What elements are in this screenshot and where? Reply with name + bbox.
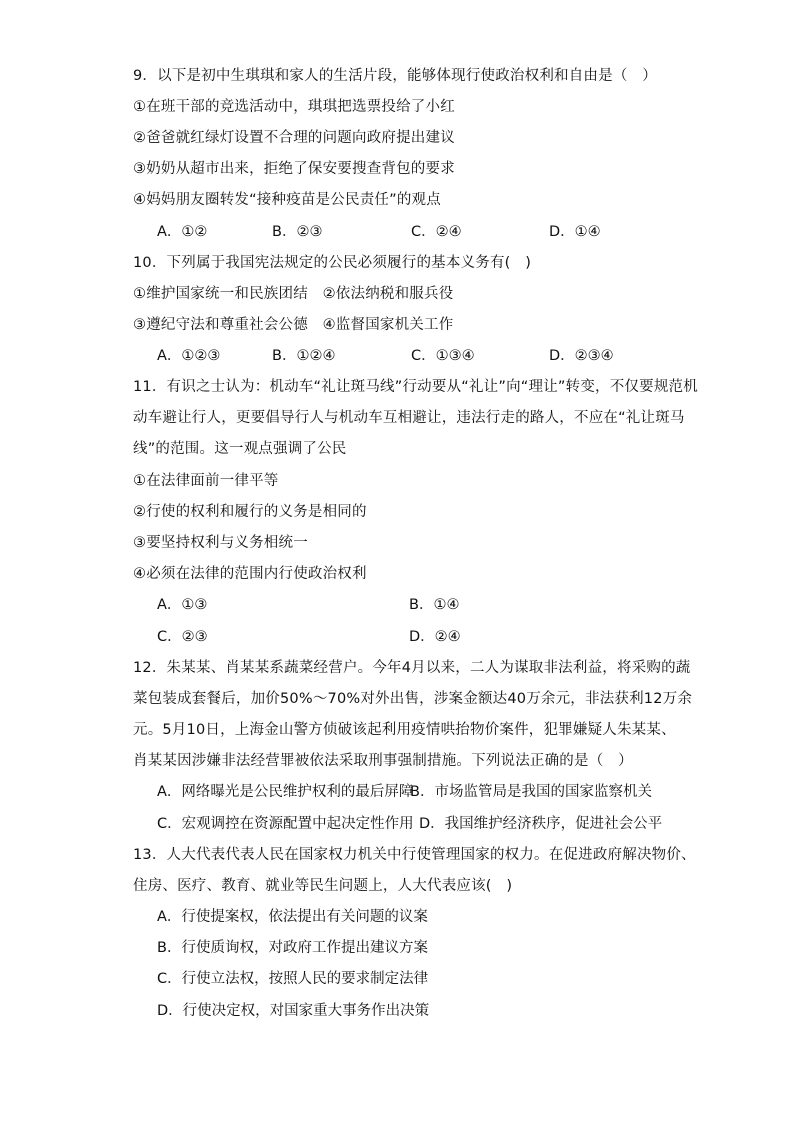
q9-option-d: D．①④ xyxy=(549,224,601,240)
q10-item-2: ③遵纪守法和尊重社会公德 ④监督国家机关工作 xyxy=(133,317,454,333)
q13-option-d: D．行使决定权，对国家重大事务作出决策 xyxy=(157,1003,430,1019)
q9-item-2: ②爸爸就红绿灯设置不合理的问题向政府提出建议 xyxy=(133,130,455,146)
q10-stem: 10．下列属于我国宪法规定的公民必须履行的基本义务有( ) xyxy=(133,255,532,271)
q11-stem-line-1: 11．有识之士认为：机动车“礼让斑马线”行动要从“礼让”向“理让”转变，不仅要规范机 xyxy=(133,379,698,395)
q11-item-3: ③要坚持权利与义务相统一 xyxy=(133,535,308,551)
q12-stem-line-2: 菜包装成套餐后，加价50%～70%对外出售，涉案金额达40万余元，非法获利12万余 xyxy=(133,691,693,707)
q12-option-b: B．市场监管局是我国的国家监察机关 xyxy=(410,784,652,800)
q10-option-c: C．①③④ xyxy=(411,348,475,364)
q11-option-a: A．①③ xyxy=(157,597,208,613)
q13-stem-line-1: 13．人大代表代表人民在国家权力机关中行使管理国家的权力。在促进政府解决物价、 xyxy=(133,847,696,863)
q12-stem-line-3: 元。5月10日，上海金山警方侦破该起利用疫情哄抬物价案件，犯罪嫌疑人朱某某、 xyxy=(133,722,676,738)
q13-option-b: B．行使质询权，对政府工作提出建议方案 xyxy=(157,940,428,956)
q13-option-c: C．行使立法权，按照人民的要求制定法律 xyxy=(157,971,429,987)
q9-option-b: B．②③ xyxy=(272,224,323,240)
q12-option-d: D．我国维护经济秩序，促进社会公平 xyxy=(419,816,663,832)
q9-item-1: ①在班干部的竞选活动中，琪琪把选票投给了小红 xyxy=(133,99,455,115)
q9-stem: 9．以下是初中生琪琪和家人的生活片段，能够体现行使政治权利和自由是（ ） xyxy=(133,68,657,84)
q10-option-a: A．①②③ xyxy=(157,348,221,364)
q10-option-d: D．②③④ xyxy=(549,348,614,364)
q9-item-3: ③奶奶从超市出来，拒绝了保安要搜查背包的要求 xyxy=(133,161,455,177)
q13-option-a: A．行使提案权，依法提出有关问题的议案 xyxy=(157,909,428,925)
q12-stem-line-4: 肖某某因涉嫌非法经营罪被依法采取刑事强制措施。下列说法正确的是（ ） xyxy=(133,753,633,769)
q11-option-b: B．①④ xyxy=(409,597,460,613)
q11-item-1: ①在法律面前一律平等 xyxy=(133,473,279,489)
q12-stem-line-1: 12．朱某某、肖某某系蔬菜经营户。今年4月以来，二人为谋取非法利益，将采购的蔬 xyxy=(133,660,691,676)
q10-option-b: B．①②④ xyxy=(272,348,336,364)
q11-stem-line-3: 线”的范围。这一观点强调了公民 xyxy=(133,441,347,457)
q9-option-c: C．②④ xyxy=(411,224,462,240)
q9-option-a: A．①② xyxy=(157,224,208,240)
q13-stem-line-2: 住房、医疗、教育、就业等民生问题上，人大代表应该( ) xyxy=(133,878,513,894)
q11-option-d: D．②④ xyxy=(409,629,461,645)
q11-option-c: C．②③ xyxy=(157,629,208,645)
q11-item-2: ②行使的权利和履行的义务是相同的 xyxy=(133,504,367,520)
q12-option-c: C．宏观调控在资源配置中起决定性作用 xyxy=(157,816,414,832)
q11-stem-line-2: 动车避让行人，更要倡导行人与机动车互相避让，违法行走的路人，不应在“礼让斑马 xyxy=(133,410,685,426)
q12-option-a: A．网络曝光是公民维护权利的最后屏障 xyxy=(157,784,414,800)
q11-item-4: ④必须在法律的范围内行使政治权利 xyxy=(133,566,367,582)
q9-item-4: ④妈妈朋友圈转发“接种疫苗是公民责任”的观点 xyxy=(133,192,441,208)
q10-item-1: ①维护国家统一和民族团结 ②依法纳税和服兵役 xyxy=(133,286,454,302)
